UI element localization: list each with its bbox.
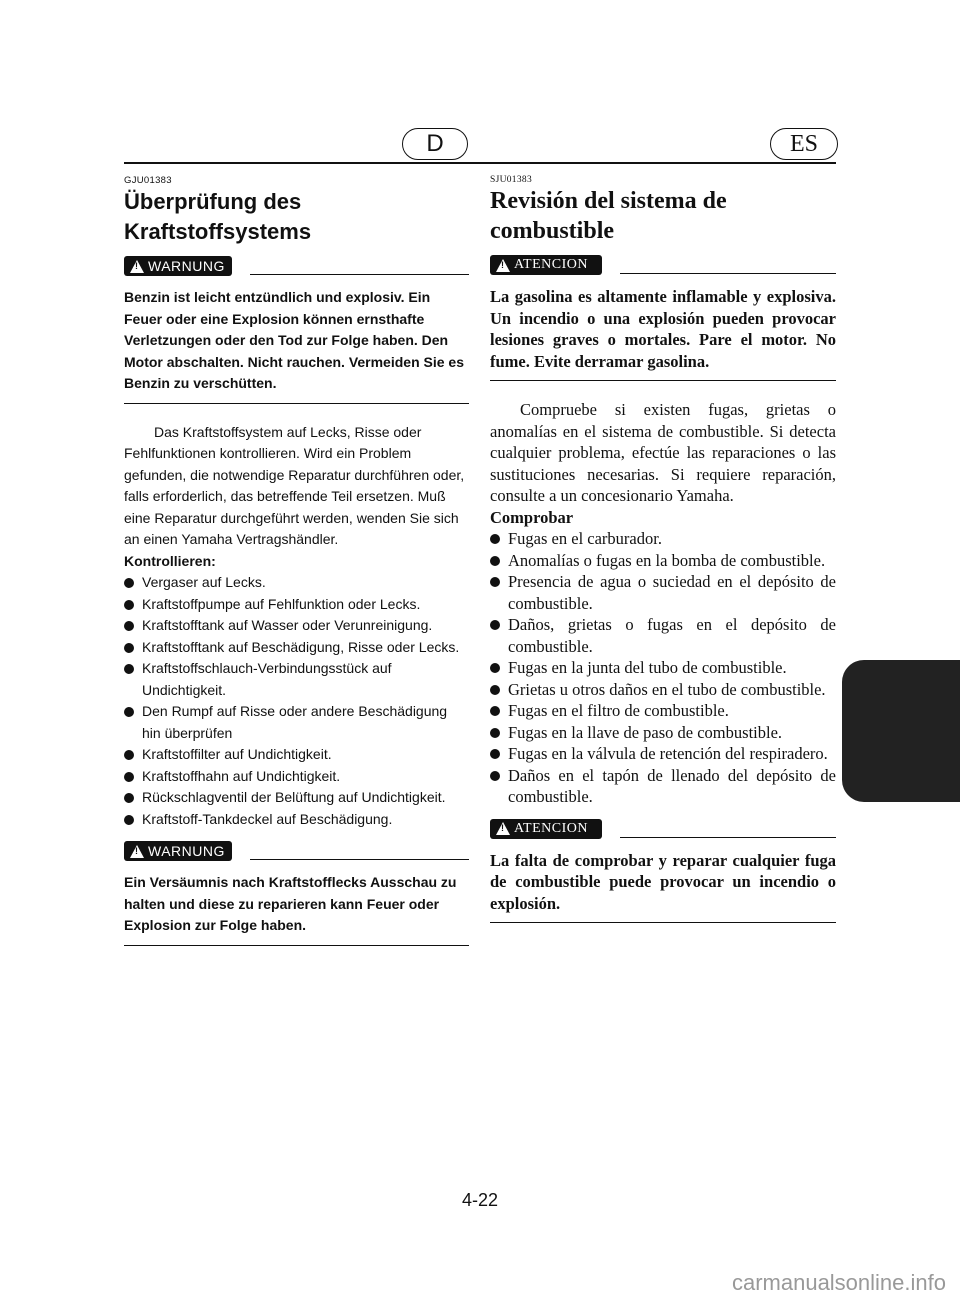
warning-end-rule: [124, 403, 469, 404]
warning-label-2: ATENCION: [514, 820, 588, 836]
list-item-text: Kraftstoffschlauch-Verbindungsstück auf Undichtigkeit.: [142, 660, 392, 698]
warning-label: ATENCION: [514, 257, 588, 272]
list-item-text: Kraftstoffhahn auf Undichtigkeit.: [142, 767, 341, 784]
bullet-icon: [490, 577, 500, 587]
bullet-icon: [490, 728, 500, 738]
warning-text: La gasolina es altamente inflamable y explosiva. Un incendio o una explosión pueden provocar lesiones graves o mortales. Pare el motor. No fume. Evite derramar gasolina.: [490, 287, 836, 371]
list-item: [490, 614, 836, 657]
warning-label-2: WARNUNG: [148, 843, 225, 859]
warning-triangle-icon: [130, 845, 144, 858]
list-item-text: Kraftstofftank auf Wasser oder Verunreinigung.: [142, 617, 433, 633]
check-list: [490, 528, 836, 808]
warning-end-rule-2: [490, 922, 836, 923]
list-item: [124, 787, 469, 809]
list-item-text: Fugas en el carburador.: [508, 529, 662, 548]
list-item-text: Rückschlagventil der Belüftung auf Undichtigkeit.: [142, 789, 446, 805]
warning-badge-2: [124, 841, 232, 861]
list-item-text: Daños en el tapón de llenado del depósito de combustible.: [508, 765, 836, 806]
bullet-icon: [490, 706, 500, 716]
bullet-icon: [124, 578, 134, 588]
bullet-icon: [490, 620, 500, 630]
warning-triangle-icon: [496, 259, 510, 272]
language-tab-d: D: [402, 128, 468, 160]
list-item-text: Kraftstoffilter auf Undichtigkeit.: [142, 746, 332, 762]
list-item-text: Kraftstoffpumpe auf Fehlfunktion oder Lecks.: [142, 595, 421, 612]
bullet-icon: [490, 685, 500, 695]
list-item: [490, 571, 836, 614]
check-list: [124, 572, 469, 830]
list-item: [124, 594, 469, 616]
list-item: [490, 743, 836, 765]
list-item: [124, 615, 469, 637]
chapter-thumb-tab: [842, 660, 960, 802]
list-item: [490, 679, 836, 701]
warning-triangle-icon: [496, 822, 510, 835]
list-item-text: Grietas u otros daños en el tubo de combustible.: [508, 679, 826, 699]
watermark: carmanualsonline.info: [731, 1270, 946, 1295]
list-item-text: Fugas en la válvula de retención del respiradero.: [508, 744, 828, 763]
list-item-text: Kraftstoff-Tankdeckel auf Beschädigung.: [142, 810, 393, 827]
bullet-icon: [124, 621, 134, 631]
list-item-text: Vergaser auf Lecks.: [142, 574, 266, 590]
warning-text: Benzin ist leicht entzündlich und explosiv. Ein Feuer oder eine Explosion können ernsthafte Verletzungen oder den Tod zur Folge haben. Den Motor abschalten. Nicht rauchen. Vermeiden Sie es Benzin zu verschütten.: [124, 289, 464, 391]
list-item: [124, 572, 469, 594]
bullet-icon: [490, 534, 500, 544]
german-column: [124, 175, 469, 946]
title-line-2: combustible: [490, 218, 615, 244]
section-title: [124, 187, 469, 247]
warning-text-2: Ein Versäumnis nach Kraftstofflecks Ausschau zu halten und diese zu reparieren kann Feuer oder Explosion zur Folge haben.: [124, 874, 457, 933]
language-tabs: [402, 128, 838, 162]
bullet-icon: [124, 750, 134, 760]
list-item: [124, 744, 469, 766]
list-item-text: Fugas en la llave de paso de combustible.: [508, 722, 783, 742]
spanish-column: [490, 175, 836, 923]
list-item: [490, 550, 836, 572]
warning-rule: [250, 274, 469, 275]
warning-text-2: La falta de comprobar y reparar cualquier fuga de combustible puede provocar un incendio o explosión.: [490, 850, 836, 913]
warning-badge: [490, 255, 602, 275]
header-rule: [124, 162, 836, 164]
list-item-text: Anomalías o fugas en la bomba de combustible.: [508, 550, 826, 570]
list-item: [490, 657, 836, 679]
warning-rule-2: [620, 837, 836, 838]
list-item: [490, 528, 836, 550]
bullet-icon: [124, 772, 134, 782]
warning-header-2: [124, 840, 469, 862]
list-item-text: Kraftstofftank auf Beschädigung, Risse oder Lecks.: [142, 638, 460, 655]
warning-triangle-icon: [130, 260, 144, 273]
list-item-text: Fugas en el filtro de combustible.: [508, 701, 729, 720]
warning-rule: [620, 273, 836, 274]
title-line-1: Überprüfung des: [124, 189, 302, 214]
bullet-icon: [124, 815, 134, 825]
list-item: [124, 809, 469, 831]
bullet-icon: [124, 664, 134, 674]
list-item: [490, 700, 836, 722]
page-number: 4-22: [461, 1190, 499, 1210]
bullet-icon: [490, 771, 500, 781]
bullet-icon: [490, 663, 500, 673]
body-paragraph: Compruebe si existen fugas, grietas o anomalías en el sistema de combustible. Si detecta cualquier problema, efectúe las reparaciones o las sustituciones necesarias. Si requiere reparación, consulte a un concesionario Yamaha.: [490, 400, 836, 505]
list-item: [124, 701, 469, 744]
list-item-text: Fugas en la junta del tubo de combustible.: [508, 658, 787, 677]
section-title: [490, 186, 836, 246]
warning-header: [490, 254, 836, 276]
check-label: Comprobar: [490, 507, 574, 527]
list-item: [124, 637, 469, 659]
warning-rule-2: [250, 859, 469, 860]
warning-header-2: [490, 818, 836, 840]
title-line-2: Kraftstoffsystems: [124, 219, 312, 244]
list-item-text: Den Rumpf auf Risse oder andere Beschädigung hin überprüfen: [142, 703, 448, 741]
warning-end-rule-2: [124, 945, 469, 946]
bullet-icon: [124, 643, 134, 653]
list-item: [124, 766, 469, 788]
list-item: [124, 658, 469, 701]
warning-badge-2: [490, 819, 602, 839]
warning-label: WARNUNG: [148, 258, 225, 274]
section-code: SJU01383: [490, 175, 532, 185]
bullet-icon: [490, 749, 500, 759]
bullet-icon: [124, 793, 134, 803]
section-code: GJU01383: [124, 175, 172, 186]
body-paragraph: Das Kraftstoffsystem auf Lecks, Risse oder Fehlfunktionen kontrollieren. Wird ein Problem gefunden, die notwendige Reparatur durchführen oder, falls erforderlich, das betreffende Teil ersetzen. Muß eine Reparatur durchgeführt werden, wenden Sie sich an einen Yamaha Vertragshändler.: [124, 423, 465, 547]
bullet-icon: [124, 600, 134, 610]
list-item-text: Presencia de agua o suciedad en el depósito de combustible.: [508, 572, 836, 613]
warning-header: [124, 255, 469, 277]
warning-badge: [124, 256, 232, 276]
language-tab-es: ES: [770, 128, 838, 160]
list-item: [490, 722, 836, 744]
title-line-1: Revisión del sistema de: [490, 188, 727, 214]
list-item: [490, 765, 836, 808]
check-label: Kontrollieren:: [124, 552, 216, 569]
warning-end-rule: [490, 380, 836, 381]
bullet-icon: [124, 707, 134, 717]
list-item-text: Daños, grietas o fugas en el depósito de combustible.: [508, 615, 836, 656]
bullet-icon: [490, 556, 500, 566]
